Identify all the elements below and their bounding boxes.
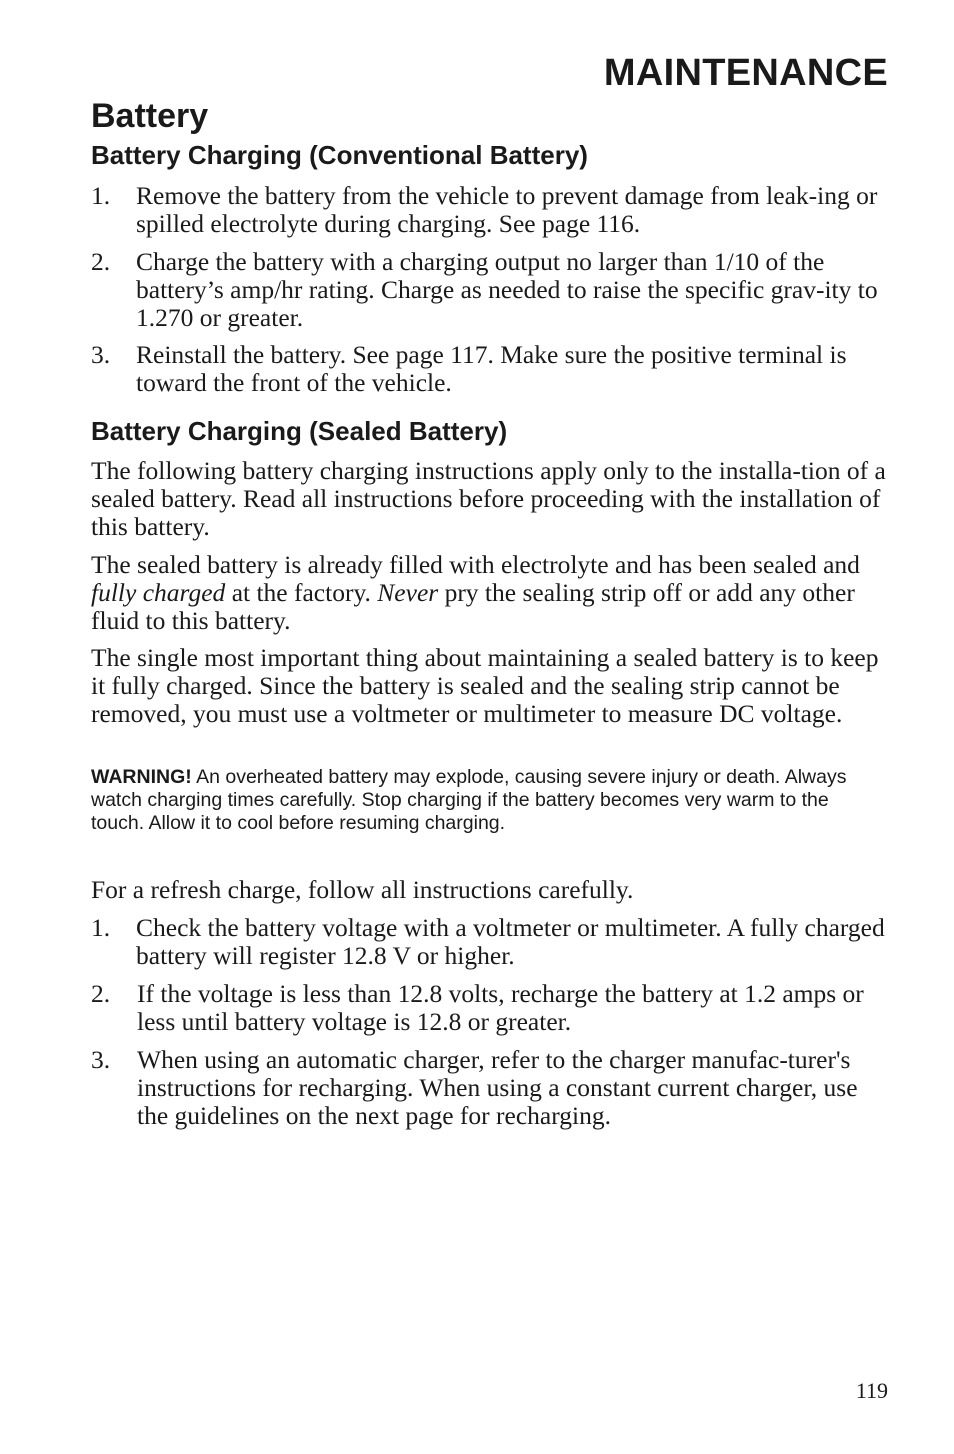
step-number: 3. [91, 1045, 111, 1074]
step-text: Remove the battery from the vehicle to prevent damage from leak-ing or spilled electrolyte during charging. See page 116. [136, 181, 878, 238]
refresh-step-2 [91, 980, 891, 1036]
sealed-heading: Battery Charging (Sealed Battery) [91, 416, 508, 446]
conventional-step-1 [91, 182, 891, 238]
section-title: Battery [91, 97, 209, 135]
step-text: Charge the battery with a charging output no larger than 1/10 of the battery’s amp/hr rating. Charge as needed to raise the specific grav-ity to 1.270 or greater. [136, 247, 878, 332]
step-text: Reinstall the battery. See page 117. Make sure the positive terminal is toward the front of the vehicle. [136, 340, 847, 397]
step-number: 2. [91, 247, 111, 276]
warning-text: An overheated battery may explode, causing severe injury or death. Always watch charging times carefully. Stop charging if the battery becomes very warm to the touch. Allow it to cool before resuming charging. [91, 766, 847, 834]
warning-notice [91, 766, 871, 835]
emphasis-never: Never [377, 578, 439, 607]
conventional-step-2 [91, 248, 891, 332]
step-text: When using an automatic charger, refer to the charger manufac-turer's instructions for recharging. When using a constant current charger, use the guidelines on the next page for recharging. [137, 1045, 858, 1130]
step-number: 2. [91, 979, 111, 1008]
refresh-paragraph: For a refresh charge, follow all instructions carefully. [91, 875, 634, 904]
step-text: Check the battery voltage with a voltmeter or multimeter. A fully charged battery will register 12.8 V or higher. [136, 913, 885, 970]
step-text: If the voltage is less than 12.8 volts, recharge the battery at 1.2 amps or less until battery voltage is 12.8 or greater. [137, 979, 864, 1036]
refresh-step-1 [91, 914, 891, 970]
sealed-maintenance-paragraph: The single most important thing about maintaining a sealed battery is to keep it fully charged. Since the battery is sealed and the sealing strip cannot be removed, you must use a voltmeter or multimeter to measure DC voltage. [91, 643, 879, 728]
chapter-header: MAINTENANCE [603, 52, 888, 94]
sealed-factory-paragraph: The sealed battery is already filled with electrolyte and has been sealed and fully charged at the factory. Never pry the sealing strip off or add any other fluid to this battery. [91, 550, 860, 635]
step-number: 1. [91, 913, 111, 942]
page-number: 119 [855, 1378, 888, 1403]
conventional-heading: Battery Charging (Conventional Battery) [91, 140, 588, 170]
emphasis-fully-charged: fully charged [91, 578, 226, 607]
step-number: 1. [91, 181, 111, 210]
warning-label: WARNING! [91, 766, 192, 788]
refresh-step-3 [91, 1046, 891, 1130]
step-number: 3. [91, 340, 111, 369]
sealed-intro-paragraph: The following battery charging instructions apply only to the installa-tion of a sealed battery. Read all instructions before proceeding with the installation of this battery. [91, 456, 886, 541]
conventional-step-3 [91, 341, 891, 397]
